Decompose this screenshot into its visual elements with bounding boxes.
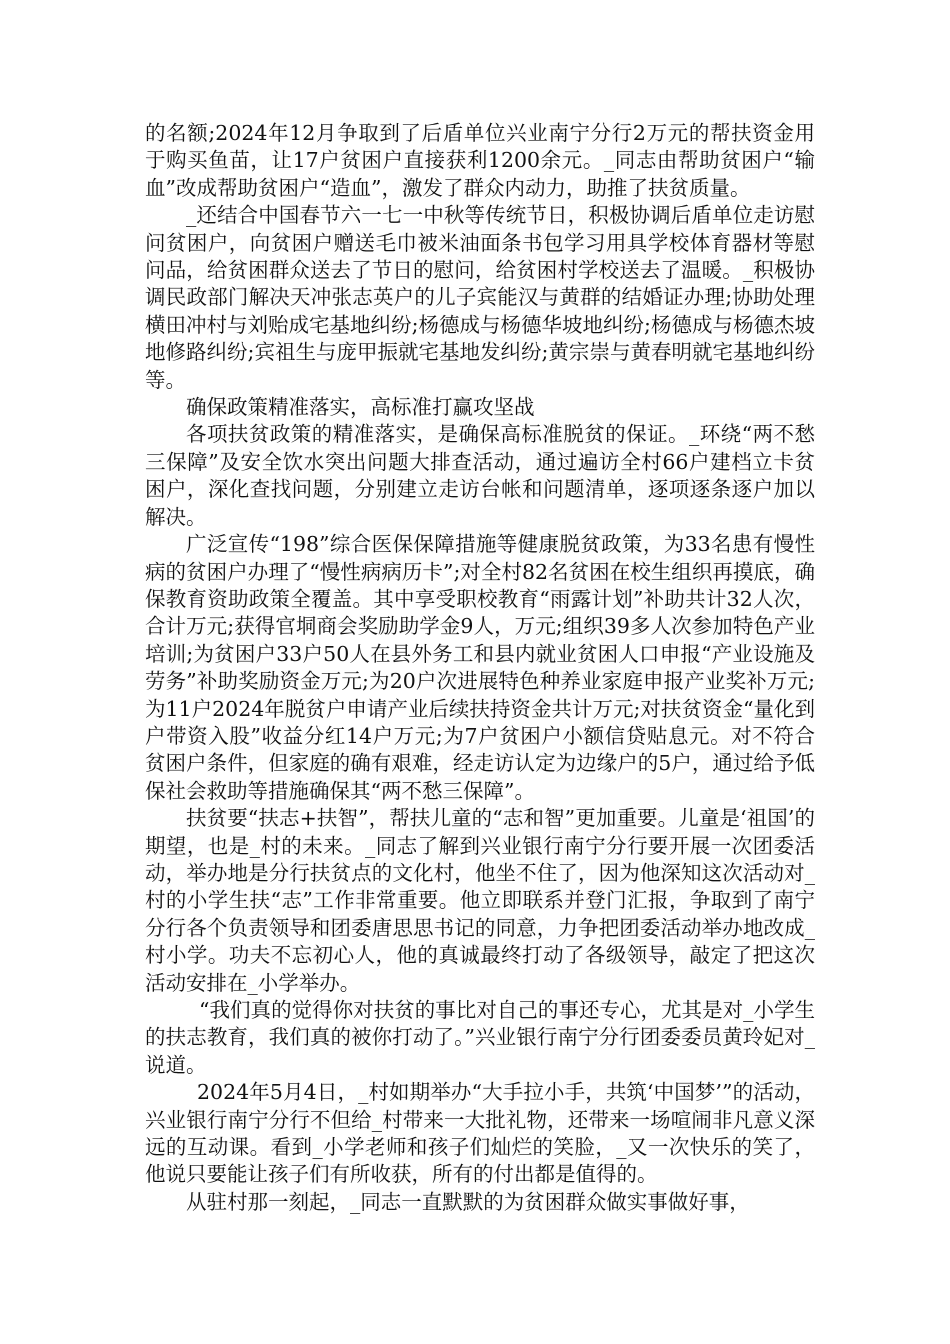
paragraph-funding: 的名额;2024年12月争取到了后盾单位兴业南宁分行2万元的帮扶资金用于购买鱼苗，让17户贫困户直接获利1200余元。_同志由帮助贫困户“输血”改成帮助贫困户“造血”，激发了群众内动力，助推了扶贫质量。 — [145, 121, 815, 200]
paragraph-closing: 从驻村那一刻起，_同志一直默默的为贫困群众做实事做好事， — [186, 1189, 750, 1214]
paragraph-quote: “我们真的觉得你对扶贫的事比对自己的事还专心，尤其是对_小学生的扶志教育，我们真的被你打动了。”兴业银行南宁分行团委委员黄玲妃对_说道。 — [145, 998, 815, 1077]
paragraph-festival-visits: _还结合中国春节六一七一中秋等传统节日，积极协调后盾单位走访慰问贫困户，向贫困户赠送毛巾被米油面条书包学习用具学校体育器材等慰问品，给贫困群众送去了节日的慰问，给贫困村学校送去了温暖。_积极协调民政部门解决天冲张志英户的儿子宾能汉与黄群的结婚证办理;协助处理横田冲村与刘贻成宅基地纠纷;杨德成与杨德华坡地纠纷;杨德成与杨德杰坡地修路纠纷;宾祖生与庞甲振就宅基地发纠纷;黄宗崇与黄春明就宅基地纠纷等。 — [145, 203, 815, 392]
document-page — [145, 120, 815, 1216]
paragraph-event: 2024年5月4日，_村如期举办“大手拉小手，共筑‘中国梦’”的活动，兴业银行南宁分行不但给_村带来一大批礼物，还带来一场喧闹非凡意义深远的互动课。看到_小学老师和孩子们灿烂的笑脸，_又一次快乐的笑了，他说只要能让孩子们有所收获，所有的付出都是值得的。 — [145, 1080, 815, 1187]
paragraph-policy-implementation: 各项扶贫政策的精准落实，是确保高标准脱贫的保证。_环绕“两不愁三保障”及安全饮水突出问题大排查活动，通过遍访全村66户建档立卡贫困户，深化查找问题，分别建立走访台帐和问题清单，逐项逐条逐户加以解决。 — [145, 422, 815, 529]
section-heading: 确保政策精准落实，高标准打赢攻坚战 — [186, 395, 535, 420]
paragraph-health-education: 广泛宣传“198”综合医保保障措施等健康脱贫政策，为33名患有慢性病的贫困户办理了“慢性病病历卡”;对全村82名贫困在校生组织再摸底，确保教育资助政策全覆盖。其中享受职校教育“雨露计划”补助共计32人次，合计万元;获得官垌商会奖励助学金9人，万元;组织39多人次参加特色产业培训;为贫困户33户50人在县外务工和县内就业贫困人口申报“产业设施及劳务”补助奖励资金万元;为20户次进展特色种养业家庭申报产业奖补万元;为11户2024年脱贫户申请产业后续扶持资金共计万元;对扶贫资金“量化到户带资入股”收益分红14户万元;为7户贫困户小额信贷贴息元。对不符合贫困户条件，但家庭的确有艰难，经走访认定为边缘户的5户，通过给予低保社会救助等措施确保其“两不愁三保障”。 — [145, 532, 815, 803]
paragraph-children-support: 扶贫要“扶志+扶智”，帮扶儿童的“志和智”更加重要。儿童是‘祖国’的期望，也是_村的未来。_同志了解到兴业银行南宁分行要开展一次团委活动，举办地是分行扶贫点的文化村，他坐不住了，因为他深知这次活动对_村的小学生扶“志”工作非常重要。他立即联系并登门汇报，争取到了南宁分行各个负责领导和团委唐思思书记的同意，力争把团委活动举办地改成_村小学。功夫不忘初心人，他的真诚最终打动了各级领导，敲定了把这次活动安排在_小学举办。 — [145, 806, 815, 995]
